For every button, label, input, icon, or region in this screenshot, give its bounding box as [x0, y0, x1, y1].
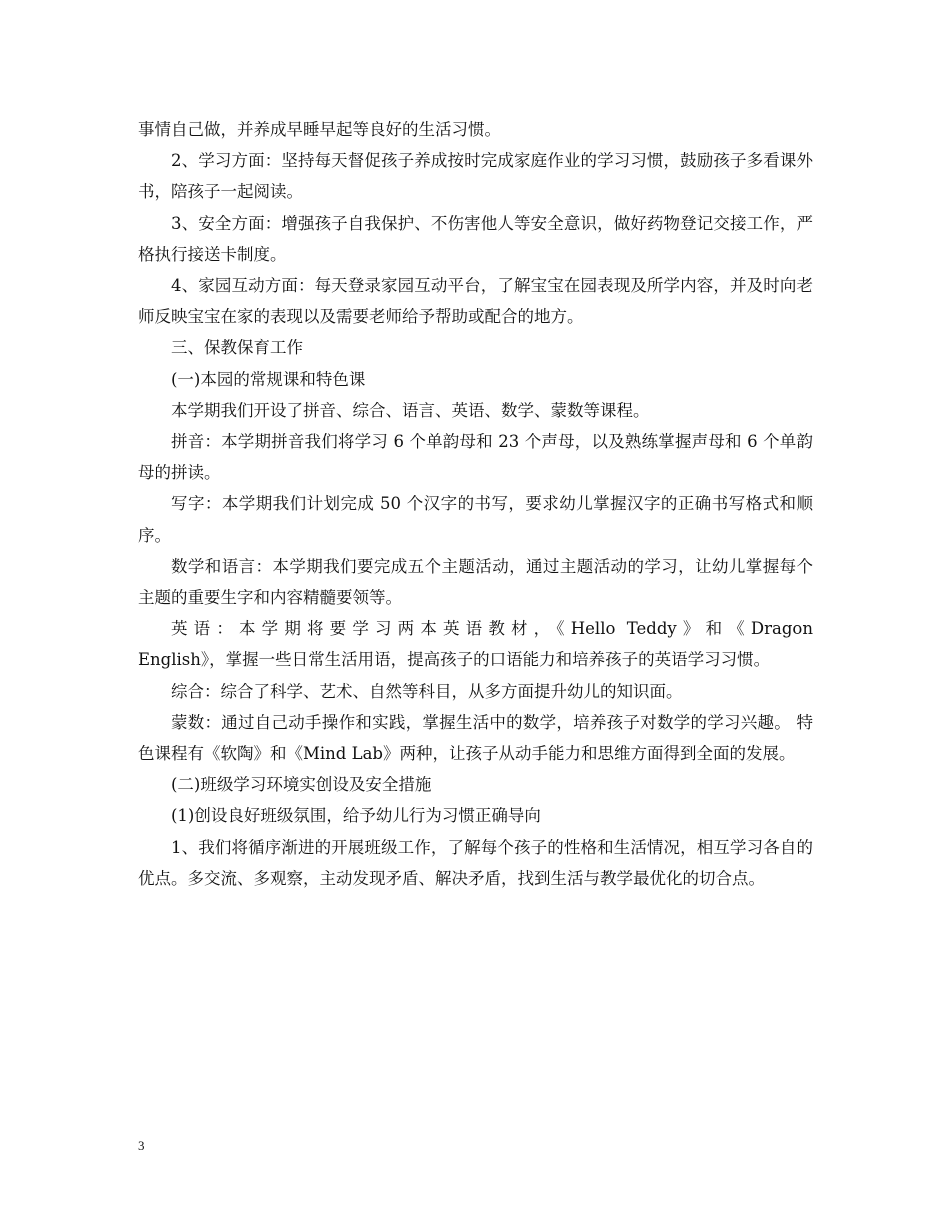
- subsection-heading-courses: (一)本园的常规课和特色课: [171, 369, 366, 389]
- paragraph-courses-overview: 本学期我们开设了拼音、综合、语言、英语、数学、蒙数等课程。: [171, 400, 650, 420]
- sub-heading-atmosphere: (1)创设良好班级氛围，给予幼儿行为习惯正确导向: [171, 806, 541, 826]
- paragraph-comprehensive: 综合：综合了科学、艺术、自然等科目，从多方面提升幼儿的知识面。: [171, 681, 683, 701]
- paragraph-pinyin: 拼音：本学期拼音我们将学习 6 个单韵母和 23 个声母，以及熟练掌握声母和 6 个单韵母的拼读。: [138, 432, 813, 483]
- paragraph-montessori-math: 蒙数：通过自己动手操作和实践，掌握生活中的数学，培养孩子对数学的学习兴趣。 特色课程有《软陶》和《Mind Lab》两种，让孩子从动手能力和思维方面得到全面的发展。: [138, 712, 813, 764]
- subsection-heading-environment: (二)班级学习环境实创设及安全措施: [171, 775, 432, 795]
- paragraph-writing: 写字：本学期我们计划完成 50 个汉字的书写，要求幼儿掌握汉字的正确书写格式和顺序。: [138, 494, 813, 545]
- section-heading-care: 三、保教保育工作: [171, 338, 303, 358]
- document-body: [138, 114, 813, 894]
- page-number: 3: [138, 1138, 145, 1153]
- paragraph-english-rest: English》，掌握一些日常生活用语，提高孩子的口语能力和培养孩子的英语学习习惯。: [138, 650, 771, 670]
- paragraph-continued: 事情自己做，并养成早睡早起等良好的生活习惯。: [138, 120, 501, 139]
- paragraph-class-work: 1、我们将循序渐进的开展班级工作，了解每个孩子的性格和生活情况，相互学习各自的优点。多交流、多观察，主动发现矛盾、解决矛盾，找到生活与教学最优化的切合点。: [138, 837, 813, 888]
- paragraph-home-school: 4、家园互动方面：每天登录家园互动平台，了解宝宝在园表现及所学内容，并及时向老师反映宝宝在家的表现以及需要老师给予帮助或配合的地方。: [138, 276, 813, 327]
- paragraph-english-line1: 英语：本学期将要学习两本英语教材，《Hello Teddy》和《Dragon: [171, 619, 813, 639]
- paragraph-study: 2、学习方面：坚持每天督促孩子养成按时完成家庭作业的学习习惯，鼓励孩子多看课外书，陪孩子一起阅读。: [138, 151, 813, 202]
- paragraph-safety: 3、安全方面：增强孩子自我保护、不伤害他人等安全意识，做好药物登记交接工作，严格执行接送卡制度。: [138, 213, 813, 264]
- paragraph-math-language: 数学和语言：本学期我们要完成五个主题活动，通过主题活动的学习，让幼儿掌握每个主题的重要生字和内容精髓要领等。: [138, 556, 813, 608]
